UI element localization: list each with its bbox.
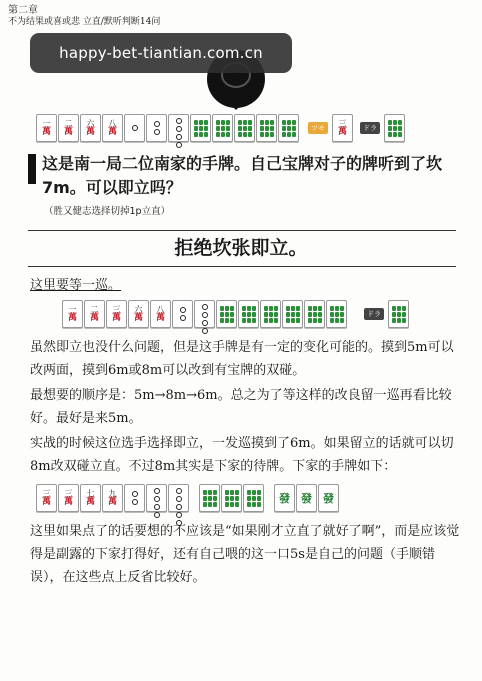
tile-number: 二: [90, 305, 99, 314]
sou-tile-icon: [199, 484, 220, 512]
pin-dot: [176, 512, 182, 518]
man-tile: [84, 300, 105, 328]
tile-number: 二: [64, 119, 73, 128]
man-tile: [62, 300, 83, 328]
pin-dot: [132, 499, 138, 505]
question-note: （胜又健志选择切掉1p立直）: [44, 206, 171, 217]
pin-dot: [132, 491, 138, 497]
sou-tile-icon: [190, 114, 211, 142]
tile-glyph: 發: [301, 491, 312, 505]
pin-dot: [202, 312, 208, 318]
dora-badge: ドラ: [364, 308, 384, 320]
pin-tile-icon: [146, 114, 167, 142]
pin-dot: [202, 304, 208, 310]
pin-tile-icon: [168, 114, 189, 142]
tsumo-badge: ツモ: [308, 122, 328, 134]
hand-2: [62, 300, 410, 328]
hatsu-tile: [318, 484, 339, 512]
pin-dot: [176, 126, 182, 132]
tile-suit: 萬: [63, 127, 73, 137]
man-tile: [36, 114, 57, 142]
sou-tile-icon: [326, 300, 347, 328]
divider-top: [28, 230, 456, 231]
dora-badge: ドラ: [360, 122, 380, 134]
paragraph-1: 虽然即立也没什么问题，但是这手牌是有一定的变化可能的。摸到5m可以改两面，摸到6m或8m可以改到有宝牌的双碰。: [30, 340, 454, 378]
man-tile: [106, 300, 127, 328]
sou-tile-icon: [212, 114, 233, 142]
sou-tile-icon: [243, 484, 264, 512]
sou-tile-icon: [238, 300, 259, 328]
tile-number: 三: [42, 489, 51, 498]
pin-dot: [176, 488, 182, 494]
tile-number: 三: [338, 119, 347, 128]
answer-title: 拒绝坎张即立。: [174, 237, 308, 259]
tile-number: 七: [86, 489, 95, 498]
pin-dot: [154, 129, 160, 135]
question-text: 这是南一局二位南家的手牌。自己宝牌对子的牌听到了坎7m。可以即立吗？: [42, 154, 443, 197]
pin-tile-icon: [168, 484, 189, 512]
paragraph-4: 这里如果点了的话要想的不应该是“如果刚才立直了就好了啊”，而是应该觉得是副露的下家打得好，还有自己喂的这一口5s是自己的问题（手顺错误），在这些点上反省比较好。: [30, 524, 460, 585]
chapter-label: 第二章: [8, 5, 38, 16]
tile-suit: 萬: [107, 127, 117, 137]
question-bar: [28, 154, 36, 184]
man-tile: [102, 114, 123, 142]
pin-tile-icon: [146, 484, 167, 512]
man-tile: [80, 484, 101, 512]
man-tile: [102, 484, 123, 512]
sou-tile-icon: [260, 300, 281, 328]
man-tile: [58, 114, 79, 142]
hatsu-tile: [296, 484, 317, 512]
chapter-subtitle: 不为结果或喜或悲 立直/默听判断14问: [8, 17, 161, 27]
tile-number: 一: [68, 305, 77, 314]
hand-3: [36, 484, 340, 512]
tile-number: 六: [134, 305, 143, 314]
tile-suit: 萬: [63, 497, 73, 507]
tile-suit: 萬: [41, 127, 51, 137]
man-tile: [36, 484, 57, 512]
pin-dot: [154, 496, 160, 502]
tile-glyph: 發: [323, 491, 334, 505]
tile-number: 八: [108, 119, 117, 128]
tile-number: 三: [112, 305, 121, 314]
tile-number: 三: [64, 489, 73, 498]
tile-suit: 萬: [41, 497, 51, 507]
pin-dot: [154, 504, 160, 510]
sou-tile-icon: [304, 300, 325, 328]
tile-suit: 萬: [89, 313, 99, 323]
hand-1: [36, 114, 406, 142]
section-heading: 这里要等一巡。: [30, 278, 122, 293]
tile-suit: 萬: [111, 313, 121, 323]
man-tile: [150, 300, 171, 328]
man-tile: [128, 300, 149, 328]
location-pin-tail: [226, 100, 246, 110]
man-tile: [332, 114, 353, 142]
sou-tile-icon: [221, 484, 242, 512]
tile-suit: 萬: [133, 313, 143, 323]
tile-number: 一: [42, 119, 51, 128]
tile-number: 六: [86, 119, 95, 128]
tile-number: 八: [156, 305, 165, 314]
pin-dot: [132, 125, 138, 131]
pin-dot: [176, 504, 182, 510]
pin-tile-icon: [194, 300, 215, 328]
divider-bottom: [28, 266, 456, 267]
pin-dot: [180, 307, 186, 313]
pin-dot: [176, 496, 182, 502]
pin-dot: [176, 134, 182, 140]
tile-suit: 萬: [155, 313, 165, 323]
pin-dot: [176, 118, 182, 124]
sou-tile-icon: [234, 114, 255, 142]
tile-suit: 萬: [85, 497, 95, 507]
sou-tile-icon: [384, 114, 405, 142]
man-tile: [80, 114, 101, 142]
watermark-banner: happy-bet-tiantian.com.cn: [30, 33, 292, 73]
paragraph-2: 最想要的顺序是：5m→8m→6m。总之为了等这样的改良留一巡再看比较好。最好是来5m。: [30, 388, 452, 426]
tile-suit: 萬: [85, 127, 95, 137]
paragraph-3: 实战的时候这位选手选择即立，一发巡摸到了6m。如果留立的话就可以切8m改双碰立直。不过8m其实是下家的待牌。下家的手牌如下：: [30, 436, 454, 474]
hatsu-tile: [274, 484, 295, 512]
pin-dot: [180, 315, 186, 321]
sou-tile-icon: [256, 114, 277, 142]
tile-suit: 萬: [107, 497, 117, 507]
sou-tile-icon: [216, 300, 237, 328]
sou-tile-icon: [282, 300, 303, 328]
tile-glyph: 發: [279, 491, 290, 505]
pin-dot: [176, 142, 182, 148]
pin-dot: [202, 320, 208, 326]
pin-dot: [202, 328, 208, 334]
pin-dot: [154, 488, 160, 494]
man-tile: [58, 484, 79, 512]
sou-tile-icon: [278, 114, 299, 142]
pin-dot: [154, 512, 160, 518]
tile-number: 九: [108, 489, 117, 498]
sou-tile-icon: [388, 300, 409, 328]
pin-tile-icon: [124, 484, 145, 512]
pin-tile-icon: [172, 300, 193, 328]
pin-dot: [154, 121, 160, 127]
tile-suit: 萬: [337, 127, 347, 137]
pin-tile-icon: [124, 114, 145, 142]
tile-suit: 萬: [67, 313, 77, 323]
